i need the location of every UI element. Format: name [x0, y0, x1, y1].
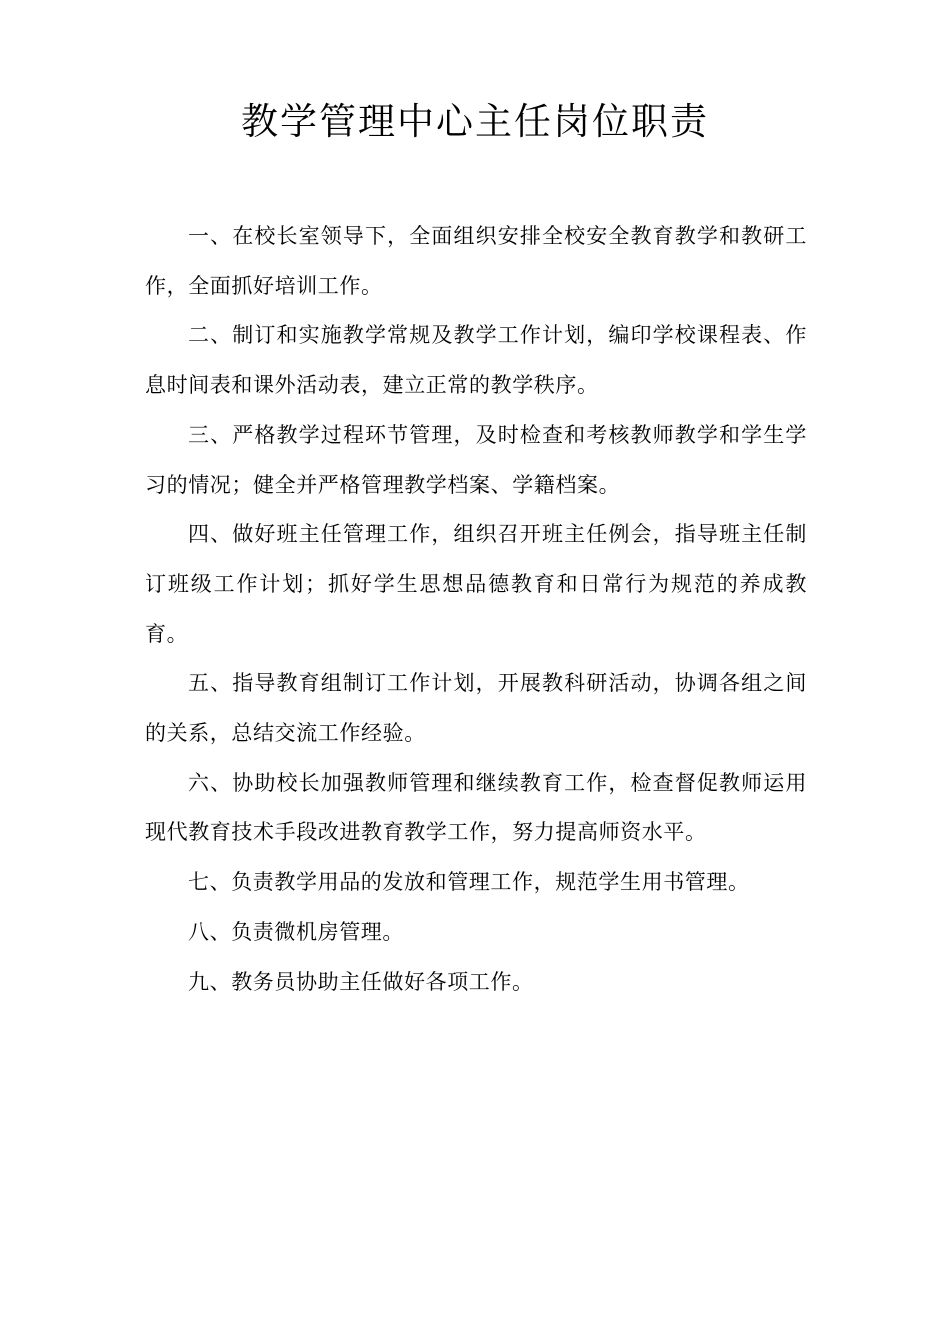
duty-paragraph-1: 一、在校长室领导下，全面组织安排全校安全教育教学和教研工作，全面抓好培训工作。 — [145, 224, 807, 298]
document-body — [145, 212, 807, 1007]
duty-paragraph-5: 五、指导教育组制订工作计划，开展教科研活动，协调各组之间的关系，总结交流工作经验。 — [145, 671, 807, 746]
duty-paragraph-6: 六、协助校长加强教师管理和继续教育工作，检查督促教师运用现代教育技术手段改进教育教学工作，努力提高师资水平。 — [145, 770, 807, 845]
duty-paragraph-4: 四、做好班主任管理工作，组织召开班主任例会，指导班主任制订班级工作计划；抓好学生思想品德教育和日常行为规范的养成教育。 — [145, 522, 807, 646]
duty-paragraph-2: 二、制订和实施教学常规及教学工作计划，编印学校课程表、作息时间表和课外活动表，建立正常的教学秩序。 — [145, 323, 807, 398]
document-title: 教学管理中心主任岗位职责 — [241, 100, 709, 143]
duty-paragraph-3: 三、严格教学过程环节管理，及时检查和考核教师教学和学生学习的情况；健全并严格管理教学档案、学籍档案。 — [145, 422, 807, 497]
duty-paragraph-9: 九、教务员协助主任做好各项工作。 — [188, 969, 534, 994]
duty-paragraph-8: 八、负责微机房管理。 — [188, 919, 404, 944]
duty-paragraph-7: 七、负责教学用品的发放和管理工作，规范学生用书管理。 — [188, 870, 750, 895]
